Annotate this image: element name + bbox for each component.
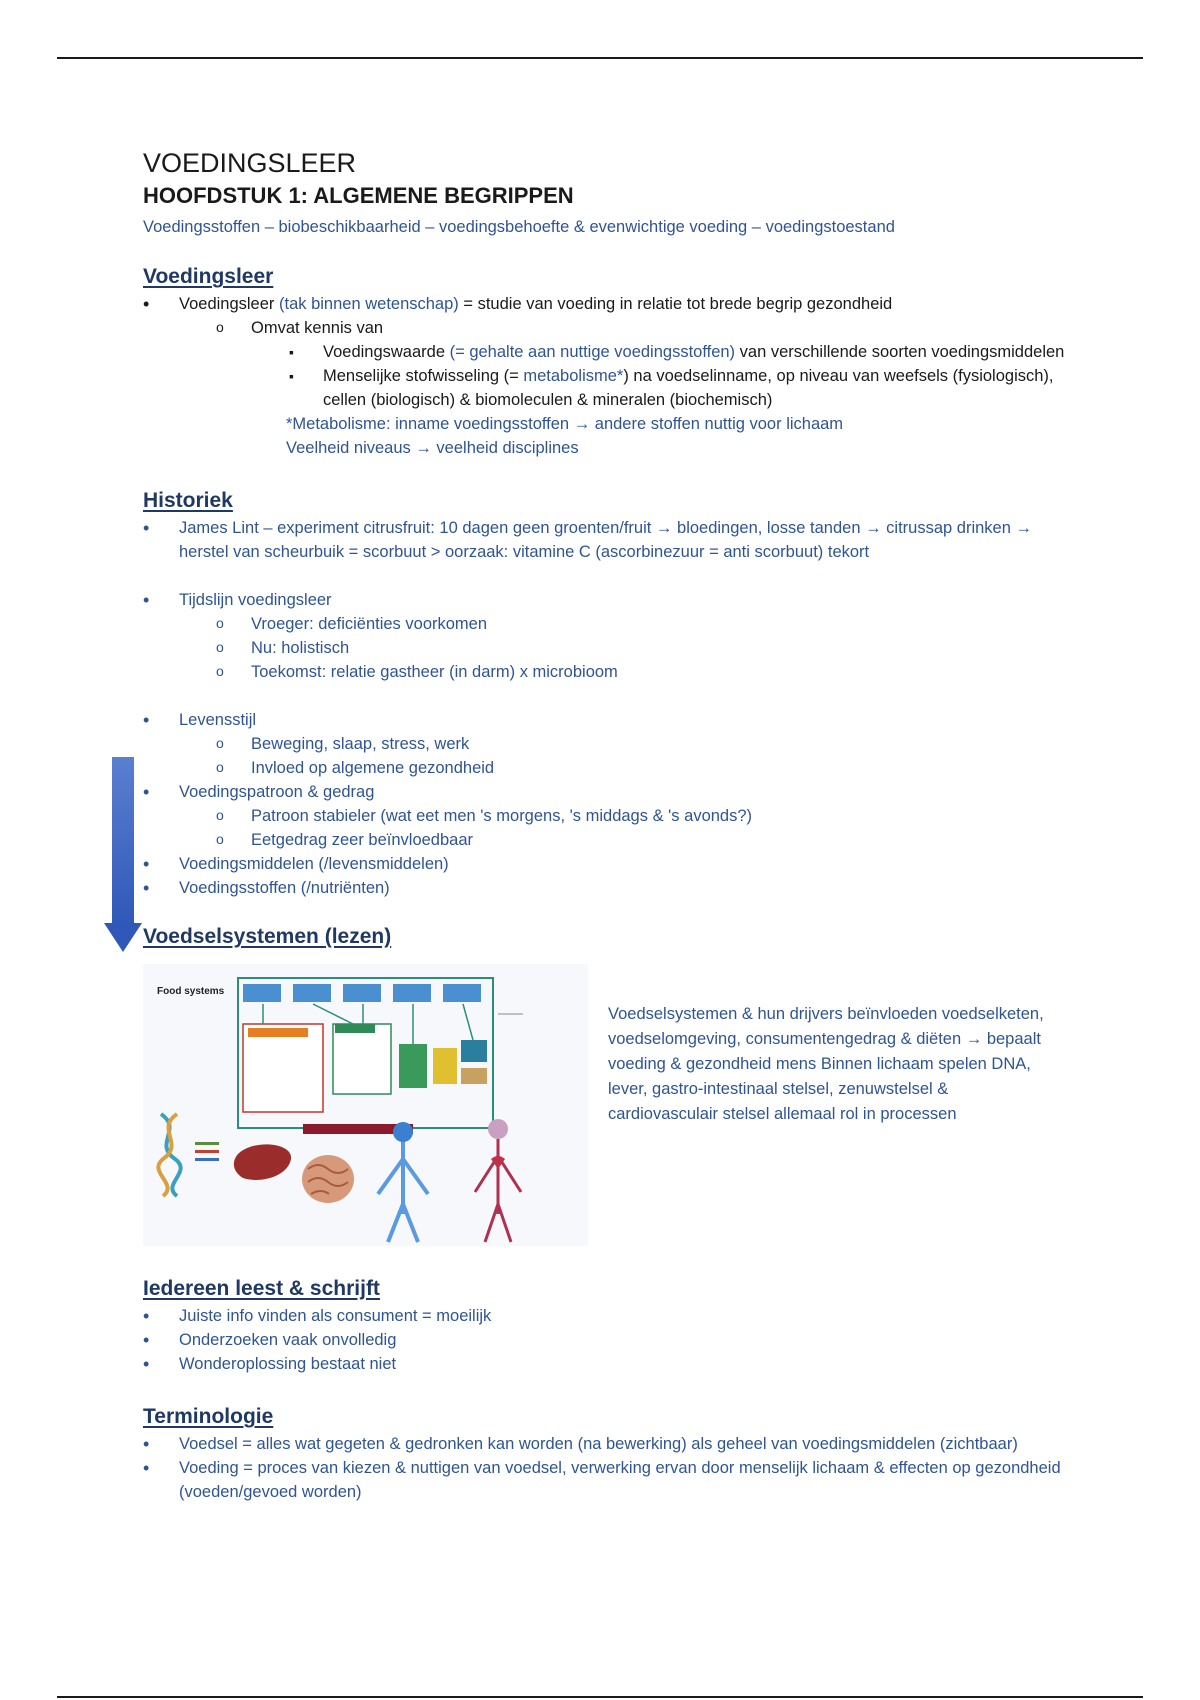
section-heading-iedereen: Iedereen leest & schrijft [143, 1277, 380, 1300]
food-systems-diagram [143, 964, 588, 1246]
chapter-title: HOOFDSTUK 1: ALGEMENE BEGRIPPEN [143, 183, 574, 208]
list-item: • Juiste info vinden als consument = moeilijk [143, 1304, 1073, 1328]
text-run: Voedingsleer [179, 295, 279, 313]
text-run: Levensstijl [179, 711, 257, 729]
text-run: Omvat kennis van [251, 319, 384, 337]
document-title: VOEDINGSLEER [143, 148, 357, 178]
historiek-list [143, 516, 1073, 564]
sub-list [215, 316, 1073, 412]
list-item [215, 316, 1073, 412]
list-item: o Vroeger: deficiënties voorkomen [215, 612, 1073, 636]
iedereen-list [143, 1304, 1073, 1376]
list-item [143, 876, 1073, 900]
list-item: o Invloed op algemene gezondheid [215, 756, 1073, 780]
list-item [143, 852, 1073, 876]
section-heading-terminologie: Terminologie [143, 1405, 274, 1428]
liver-icon [234, 1144, 291, 1180]
driver-boxes [243, 984, 481, 1002]
text-run-highlight: (= gehalte aan nuttige voedingsstoffen) [449, 343, 736, 361]
behaviour-box [399, 1044, 427, 1088]
food-systems-row [143, 964, 1073, 1246]
list-item [143, 292, 1073, 412]
sub-list [215, 612, 1073, 684]
text-run: Tijdslijn voedingsleer [179, 591, 332, 609]
text-run: Voedingswaarde [323, 343, 450, 361]
text-run: ) na voedselinname, op niveau van weefsels (fysiologisch), cellen (biologisch) & biomoleculen & mineralen (biochemisch) [323, 367, 1054, 409]
text-run: = studie van voeding in relatie tot brede begrip gezondheid [458, 295, 893, 313]
supply-chain-box [243, 1024, 323, 1112]
sub-list [215, 804, 1073, 852]
metabolism-note: *Metabolisme: inname voedingsstoffen → andere stoffen nuttig voor lichaam [286, 415, 844, 433]
list-item: o Beweging, slaap, stress, werk [215, 732, 1073, 756]
text-run: Voedingsstoffen (/nutriënten) [179, 879, 390, 897]
sub-list [215, 732, 1073, 780]
food-systems-text: Voedselsystemen & hun drijvers beïnvloeden voedselketen, voedselomgeving, consumentengedrag & diëten → bepaalt voeding & gezondheid mens Binnen lichaam spelen DNA, lever, gastro-intestinaal stelsel, zenuwstelsel & cardiovasculair stelsel allemaal rol in processen [608, 1005, 1044, 1123]
diets-box [433, 1048, 457, 1084]
down-arrow-icon [104, 757, 144, 952]
nervous-system-icon [378, 1122, 428, 1242]
list-item [143, 588, 1073, 684]
list-item [143, 780, 1073, 852]
text-run: Voedingspatroon & gedrag [179, 783, 375, 801]
figure-label: Food systems [157, 986, 225, 997]
sub-sub-list [287, 340, 1073, 412]
list-item: o Toekomst: relatie gastheer (in darm) x microbioom [215, 660, 1073, 684]
text-run: James Lint – experiment citrusfruit: 10 dagen geen groenten/fruit → bloedingen, losse tanden → citrussap drinken → herstel van scheurbuik = scorbuut > oorzaak: vitamine C (ascorbinezuur = anti scorbuut) tekort [179, 519, 1032, 561]
text-run: Voedingsmiddelen (/levensmiddelen) [179, 855, 449, 873]
list-item [287, 364, 1073, 412]
cardiovascular-icon [475, 1119, 521, 1242]
section-heading-voedselsystemen: Voedselsystemen (lezen) [143, 925, 392, 948]
list-item: • Voedsel = alles wat gegeten & gedronken kan worden (na bewerking) als geheel van voedingsmiddelen (zichtbaar) [143, 1432, 1073, 1456]
list-item: o Eetgedrag zeer beïnvloedbaar [215, 828, 1073, 852]
document-body [143, 146, 1073, 1504]
food-systems-figure [143, 964, 588, 1246]
list-item: • Onderzoeken vaak onvolledig [143, 1328, 1073, 1352]
dna-icon [158, 1114, 219, 1196]
list-item [143, 708, 1073, 780]
list-item: o Nu: holistisch [215, 636, 1073, 660]
section-heading-historiek: Historiek [143, 489, 233, 512]
intestine-icon [302, 1155, 354, 1203]
text-run: van verschillende soorten voedingsmiddelen [735, 343, 1065, 361]
hierarchy-list [143, 708, 1073, 900]
text-run-highlight: (tak binnen wetenschap) [279, 295, 459, 313]
list-item: • Wonderoplossing bestaat niet [143, 1352, 1073, 1376]
food-environment-box [333, 1024, 391, 1094]
list-item [287, 340, 1073, 364]
list-item: o Patroon stabieler (wat eet men 's morgens, 's middags & 's avonds?) [215, 804, 1073, 828]
top-rule [57, 57, 1143, 59]
voedingsleer-list [143, 292, 1073, 412]
text-run-highlight: metabolisme* [523, 367, 624, 385]
timeline-list [143, 588, 1073, 684]
bottom-rule [57, 1696, 1143, 1698]
levels-note: Veelheid niveaus → veelheid disciplines [286, 439, 579, 457]
section-heading-voedingsleer: Voedingsleer [143, 265, 274, 288]
list-item: • Voeding = proces van kiezen & nuttigen van voedsel, verwerking ervan door menselijk lichaam & effecten op gezondheid (voeden/gevoed worden) [143, 1456, 1073, 1504]
text-run: Menselijke stofwisseling (= [323, 367, 524, 385]
chapter-subtitle: Voedingsstoffen – biobeschikbaarheid – voedingsbehoefte & evenwichtige voeding – voedingstoestand [143, 218, 895, 236]
terminologie-list [143, 1432, 1073, 1504]
list-item [143, 516, 1073, 564]
